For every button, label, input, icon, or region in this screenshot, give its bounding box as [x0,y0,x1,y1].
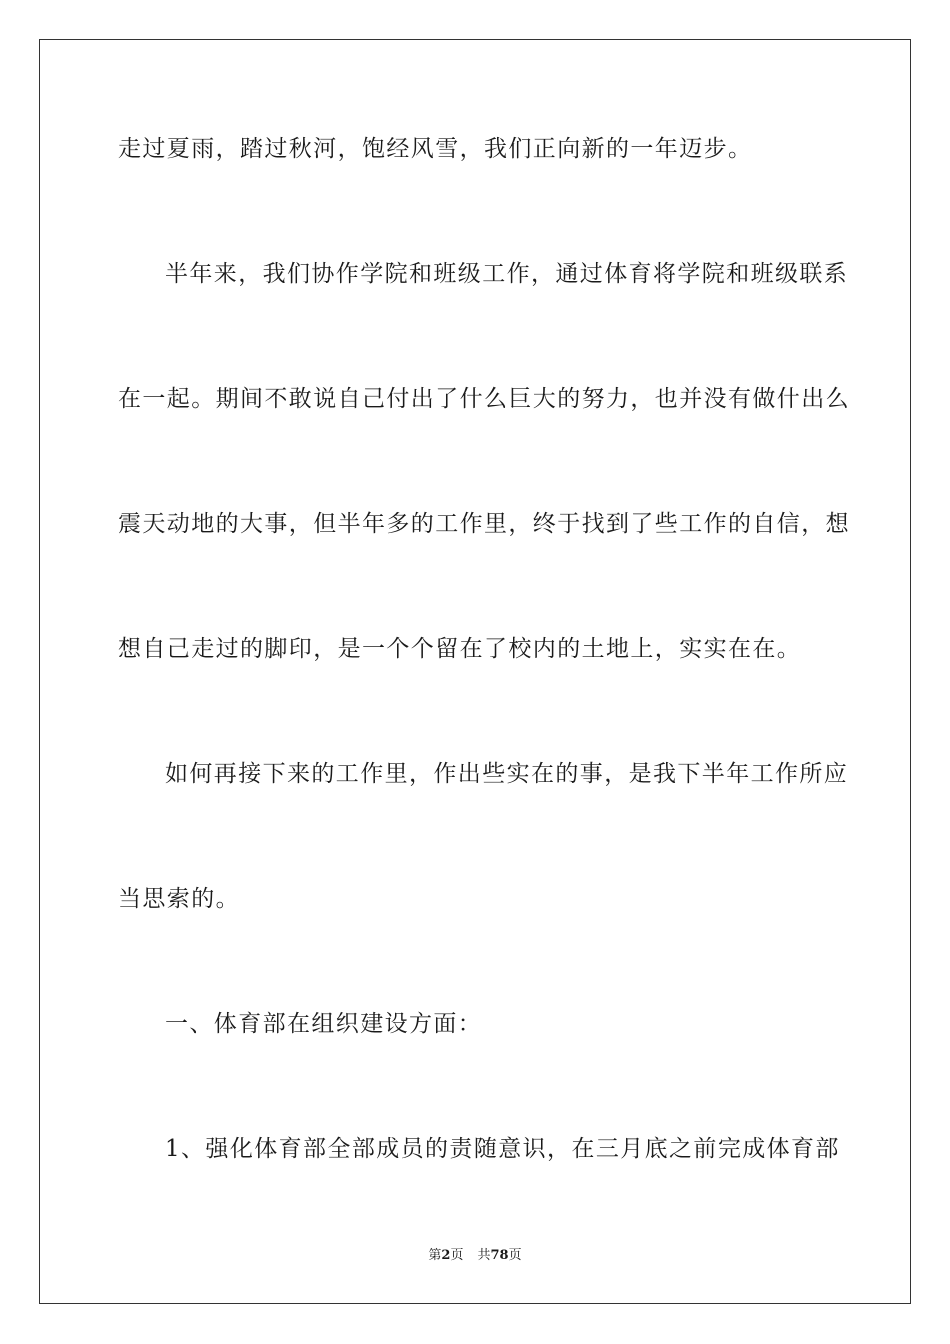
total-prefix: 共 [477,1248,491,1263]
total-suffix: 页 [508,1248,522,1263]
page-suffix: 页 [450,1248,464,1263]
body-line-1: 走过夏雨，踏过秋河，饱经风雪，我们正向新的一年迈步。 [118,136,753,162]
page-footer [0,1247,950,1265]
body-line-4: 震天动地的大事，但半年多的工作里，终于找到了些工作的自信，想 [118,511,850,537]
body-line-5: 想自己走过的脚印，是一个个留在了校内的土地上，实实在在。 [118,636,802,662]
page-number: 2 [441,1248,451,1263]
body-line-2: 半年来，我们协作学院和班级工作，通过体育将学院和班级联系 [165,261,849,287]
body-line-3: 在一起。期间不敢说自己付出了什么巨大的努力，也并没有做什出么 [118,386,850,412]
total-pages: 78 [490,1248,509,1263]
page-border [39,39,911,1304]
body-line-7: 当思索的。 [118,886,240,912]
body-line-9: 1、强化体育部全部成员的责随意识，在三月底之前完成体育部 [165,1136,840,1162]
body-line-6: 如何再接下来的工作里，作出些实在的事，是我下半年工作所应 [165,761,849,787]
section-heading: 一、体育部在组织建设方面： [165,1011,483,1037]
page-prefix: 第 [428,1248,442,1263]
